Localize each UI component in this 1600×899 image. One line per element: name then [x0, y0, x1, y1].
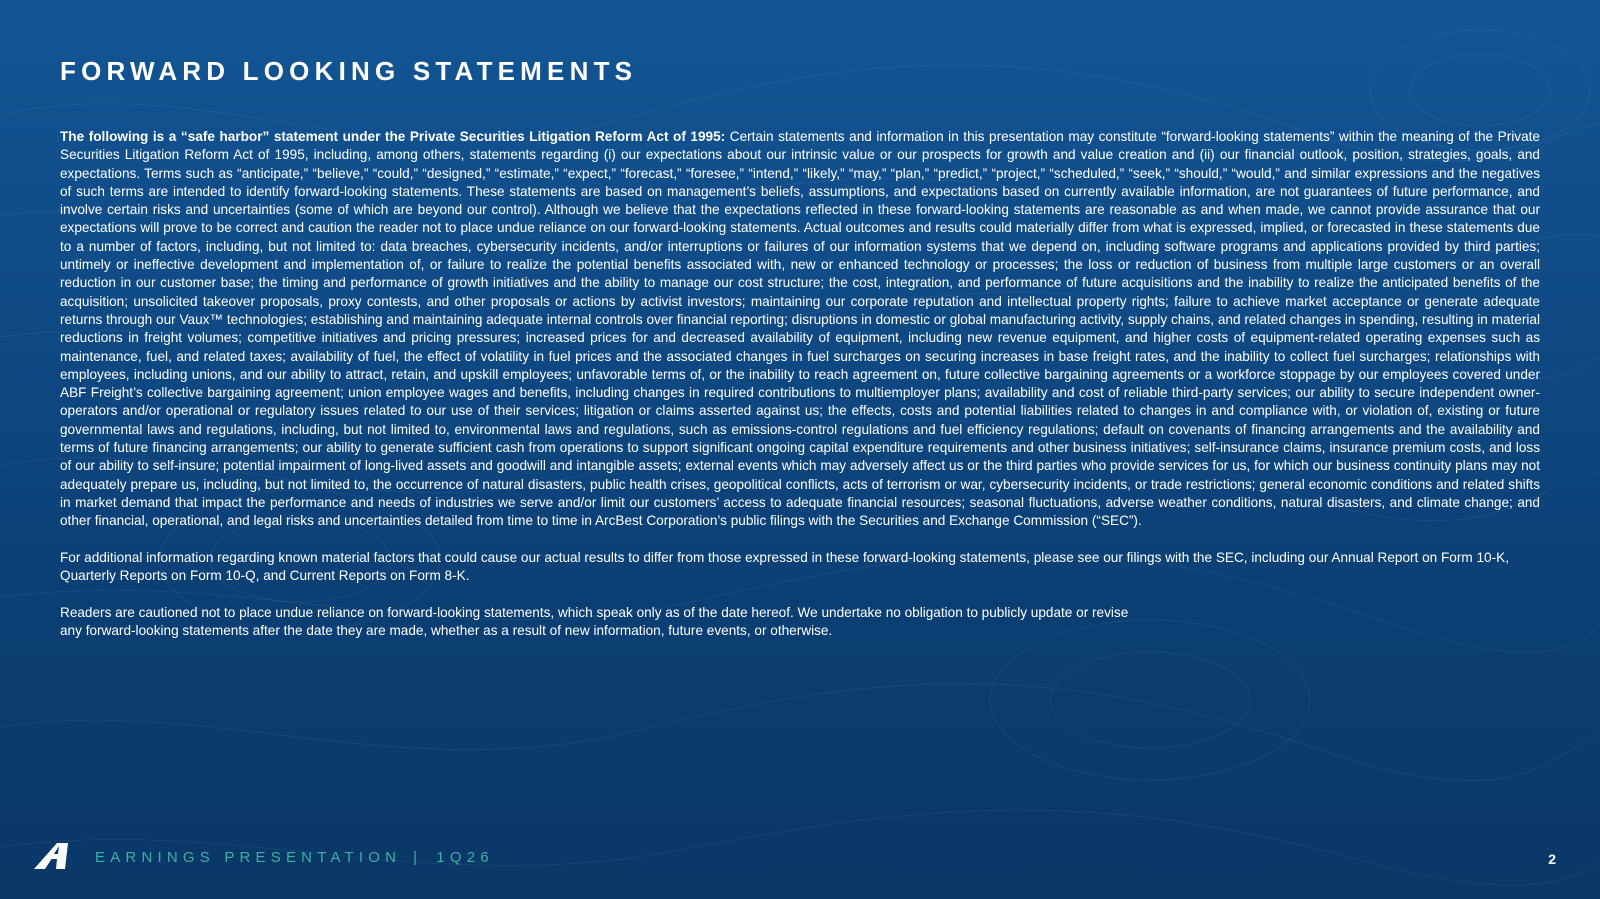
- safe-harbor-lead: The following is a “safe harbor” statement under the Private Securities Litigation Reform Act of 1995:: [60, 129, 726, 144]
- footer-period: 1Q26: [436, 849, 494, 866]
- caution-paragraph: [60, 604, 1540, 641]
- footer-label: [95, 849, 494, 866]
- page-number: 2: [1548, 851, 1556, 867]
- disclaimer-body: [60, 128, 1540, 640]
- additional-info-paragraph: For additional information regarding known material factors that could cause our actual results to differ from those expressed in these forward-looking statements, please see our filings with the SEC, including our Annual Report on Form 10-K, Quarterly Reports on Form 10-Q, and Current Reports on Form 8-K.: [60, 549, 1509, 584]
- safe-harbor-paragraph: [60, 128, 1540, 531]
- page-title: FORWARD LOOKING STATEMENTS: [60, 56, 638, 86]
- footer-presentation-label: EARNINGS PRESENTATION: [95, 849, 402, 866]
- caution-line-2: any forward-looking statements after the date they are made, whether as a result of new information, future events, or otherwise.: [60, 623, 833, 639]
- arcbest-a-logo-icon: [34, 843, 68, 869]
- safe-harbor-text: Certain statements and information in this presentation may constitute “forward-looking statements” within the meaning of the Private Securities Litigation Reform Act of 1995, including, among others, statements regarding (i) our expectations about our intrinsic value or our prospects for growth and value creation and (ii) our financial outlook, position, strategies, goals, and expectations. Terms such as “anticipate,” “believe,” “could,” “designed,” “estimate,” “expect,” “forecast,” “foresee,” “intend,” “likely,” “may,” “plan,” “predict,” “project,” “scheduled,” “seek,” “should,” “would,” and similar expressions and the negatives of such terms are intended to identify forward-looking statements. These statements are based on management’s beliefs, assumptions, and expectations based on currently available information, are not guarantees of future performance, and involve certain risks and uncertainties (some of which are beyond our control). Although we believe that the expectations reflected in these forward-looking statements are reasonable as and when made, we cannot provide assurance that our expectations will prove to be correct and caution the reader not to place undue reliance on our forward-looking statements. Actual outcomes and results could materially differ from what is expressed, implied, or forecasted in these statements due to a number of factors, including, but not limited to: data breaches, cybersecurity incidents, and/or interruptions or failures of our information systems that we depend on, including software programs and applications provided by third parties; untimely or ineffective development and implementation of, or failure to realize the potential benefits associated with, new or enhanced technology or processes; the loss or reduction of business from multiple large customers or an overall reduction in our customer base; the timing and performance of growth initiatives and the ability to manage our cost structure; the cost, integration, and performance of future acquisitions and the inability to realize the anticipated benefits of the acquisition; unsolicited takeover proposals, proxy contests, and other proposals or actions by activist investors; maintaining our corporate reputation and intellectual property rights; failure to achieve market acceptance or generate adequate returns through our Vaux™ technologies; establishing and maintaining adequate internal controls over financial reporting; disruptions in domestic or global manufacturing activity, supply chains, and related changes in spending, resulting in material reductions in freight volumes; competitive initiatives and pricing pressures; increased prices for and decreased availability of equipment, including new revenue equipment, and higher costs of equipment-related operating expenses such as maintenance, fuel, and related taxes; availability of fuel, the effect of volatility in fuel prices and the associated changes in fuel surcharges on securing increases in base freight rates, and the inability to collect fuel surcharges; relationships with employees, including unions, and our ability to attract, retain, and upskill employees; unfavorable terms of, or the inability to reach agreement on, future collective bargaining agreements or a workforce stoppage by our employees covered under ABF Freight’s collective bargaining agreement; union employee wages and benefits, including changes in required contributions to multiemployer plans; availability and cost of reliable third-party services; our ability to secure independent owner-operators and/or operational or regulatory issues related to our use of their services; litigation or claims asserted against us; the effects, costs and potential liabilities related to changes in and compliance with, or violation of, existing or future governmental laws and regulations, including, but not limited to, environmental laws and regulations, such as emissions-control regulations and fuel efficiency regulations; default on covenants of financing arrangements and the availability and terms of future financing arrangements; our ability to generate sufficient cash from operations to support significant ongoing capital expenditure requirements and other business initiatives; self-insurance claims, insurance premium costs, and loss of our ability to self-insure; potential impairment of long-lived assets and goodwill and intangible assets; external events which may adversely affect us or the third parties who provide services for us, for which our business continuity plans may not adequately prepare us, including, but not limited to, the occurrence of natural disasters, public health crises, geopolitical conflicts, acts of terrorism or war, cybersecurity incidents, or trade restrictions; general economic conditions and related shifts in market demand that impact the performance and needs of industries we serve and/or limit our customers’ access to adequate financial resources; seasonal fluctuations, adverse weather conditions, natural disasters, and climate change; and other financial, operational, and legal risks and uncertainties detailed from time to time in ArcBest Corporation’s public filings with the Securities and Exchange Commission (“SEC”).: [60, 129, 1540, 529]
- footer-separator: |: [413, 849, 423, 866]
- caution-line-1: Readers are cautioned not to place undue reliance on forward-looking statements, which speak only as of the date hereof. We undertake no obligation to publicly update or revise: [60, 604, 1129, 620]
